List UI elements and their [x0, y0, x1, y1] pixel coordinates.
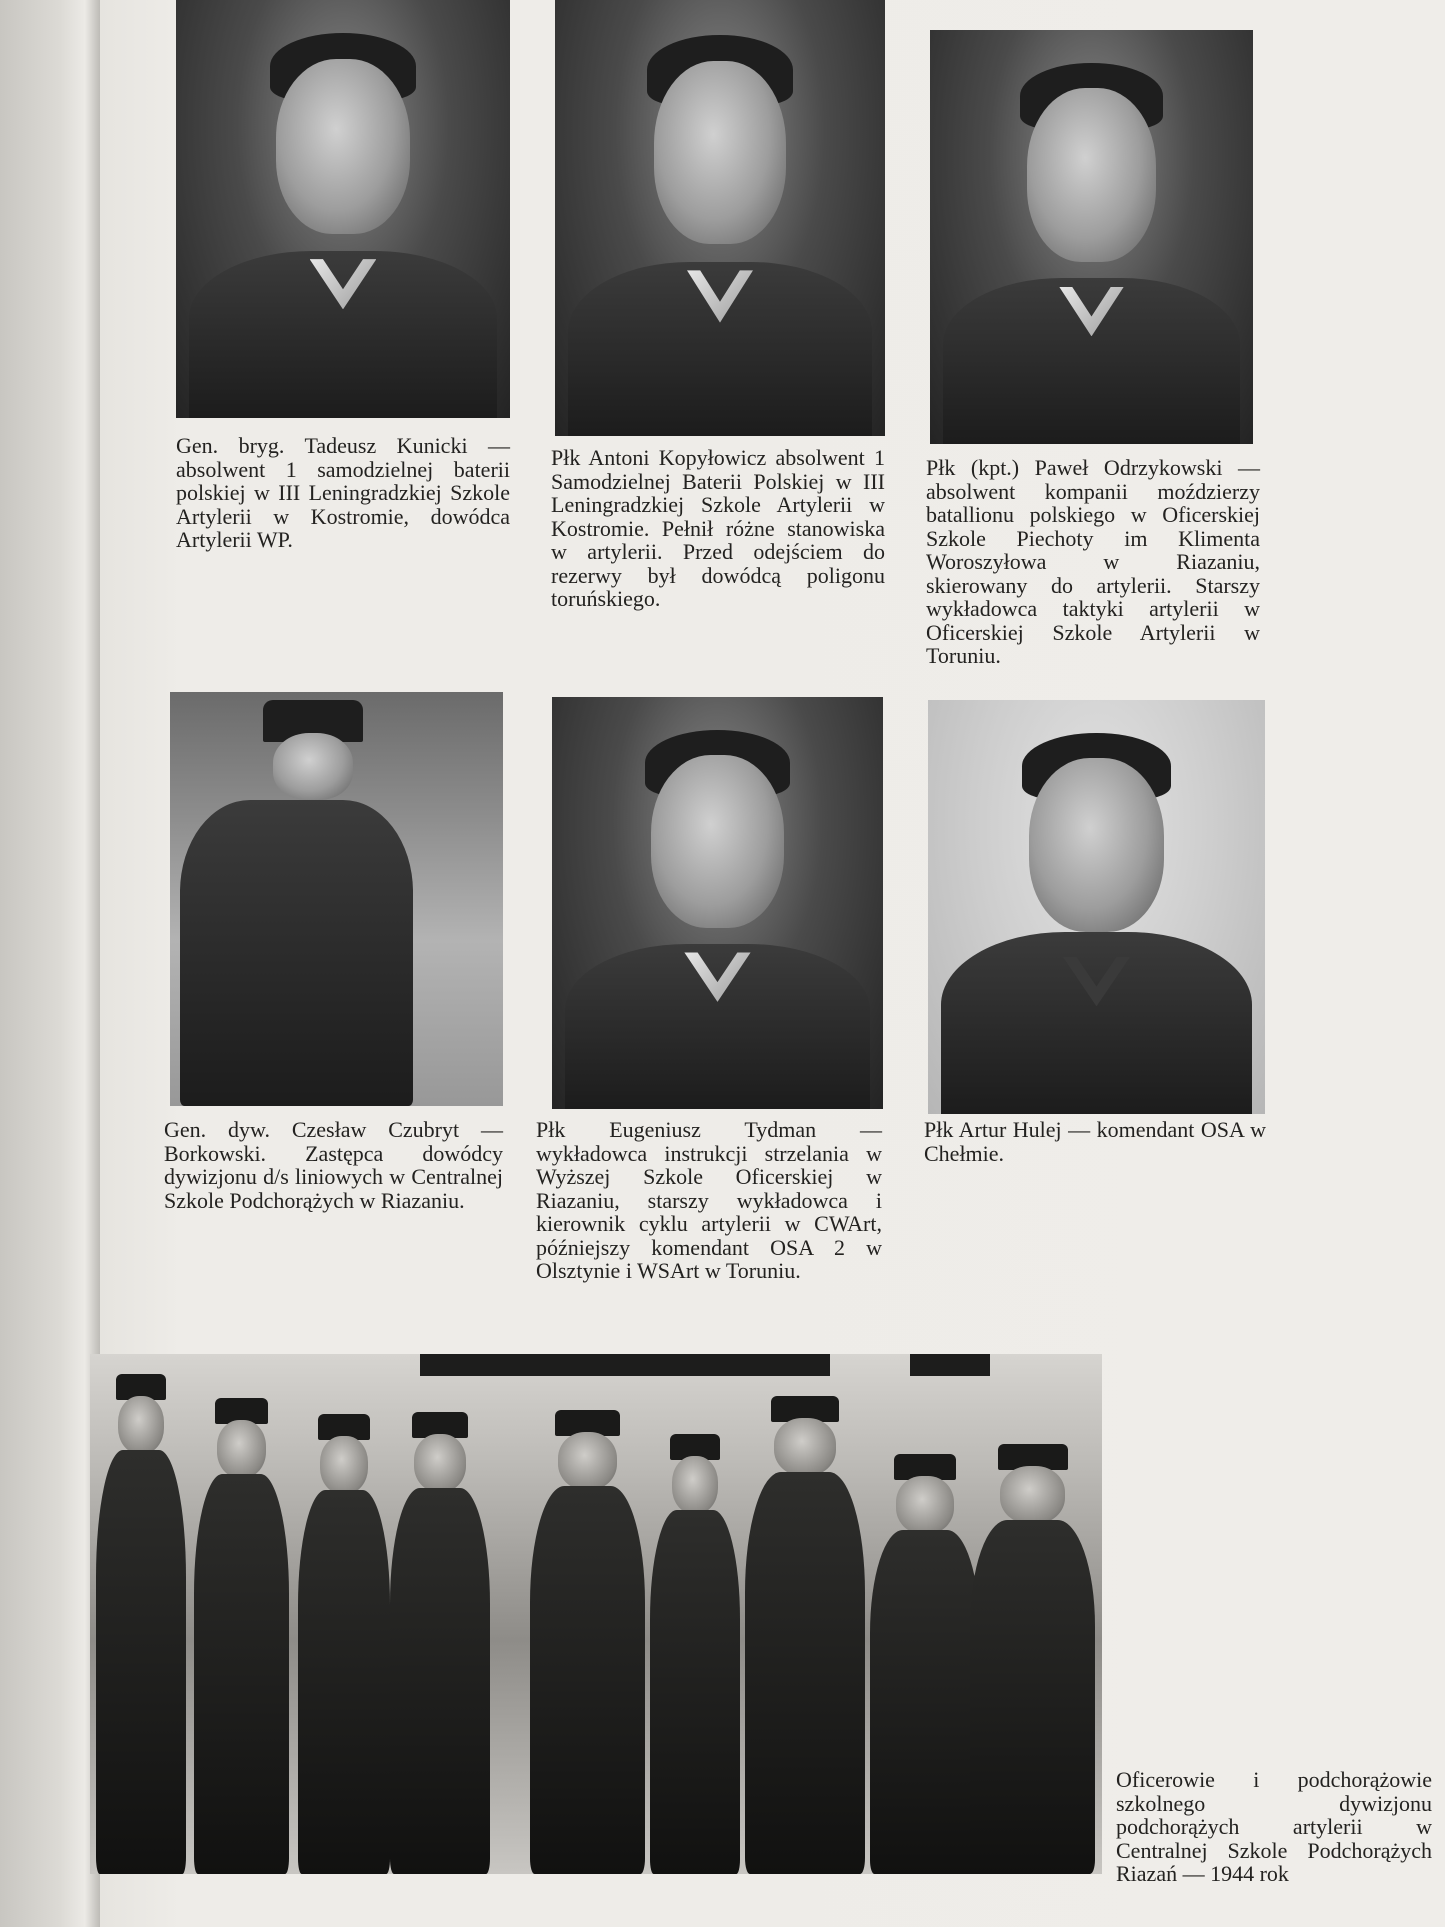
portrait-caption-czubryt: Gen. dyw. Czesław Czubryt — Borkowski. Zastępca dowódcy dywizjonu d/s liniowych w Centralnej Szkole Podchorążych w Riazaniu. — [164, 1117, 503, 1213]
portrait-caption-kunicki: Gen. bryg. Tadeusz Kunicki — absolwent 1 samodzielnej baterii polskiej w III Leningradzkiej Szkole Artylerii w Kostromie, dowódca Artylerii WP. — [176, 433, 510, 552]
group-photo-soldier — [650, 1434, 740, 1874]
portrait-photo-czubryt — [170, 692, 503, 1106]
group-photo-soldier — [530, 1410, 645, 1874]
portrait-caption-tydman: Płk Eugeniusz Tydman — wykładowca instrukcji strzelania w Wyższej Szkole Oficerskiej w Riazaniu, starszy wykładowca i kierownik cyklu artylerii w CWArt, późniejszy komendant OSA 2 w Olsztynie i WSArt w Toruniu. — [536, 1117, 882, 1283]
window-strip — [420, 1354, 830, 1376]
window-strip — [910, 1354, 990, 1376]
portrait-photo-kopylowicz — [555, 0, 885, 436]
group-photo — [90, 1354, 1102, 1874]
portrait-photo-tydman — [552, 697, 883, 1109]
book-left-edge — [0, 0, 100, 1927]
portrait-photo-odrzykowski — [930, 30, 1253, 444]
portrait-photo-hulej — [928, 700, 1265, 1114]
group-photo-soldier — [96, 1374, 186, 1874]
portrait-photo-kunicki — [176, 0, 510, 418]
group-photo-soldier — [194, 1398, 289, 1874]
group-photo-soldier — [970, 1444, 1095, 1874]
group-photo-soldier — [298, 1414, 390, 1874]
group-photo-soldier — [870, 1454, 980, 1874]
portrait-caption-odrzykowski: Płk (kpt.) Paweł Odrzykowski — absolwent kompanii moździerzy batallionu polskiego w Oficerskiej Szkole Piechoty im Klimenta Woroszyłowa w Riazaniu, skierowany do artylerii. Starszy wykładowca taktyki artylerii w Oficerskiej Szkole Artylerii w Toruniu. — [926, 455, 1260, 668]
portrait-caption-hulej: Płk Artur Hulej — komendant OSA w Chełmie. — [924, 1117, 1266, 1166]
group-photo-soldier — [745, 1396, 865, 1874]
group-photo-caption: Oficerowie i podchorążowie szkolnego dywizjonu podchorążych artylerii w Centralnej Szkole Podchorążych Riazań — 1944 rok — [1116, 1767, 1432, 1886]
group-photo-soldier — [390, 1412, 490, 1874]
portrait-caption-kopylowicz: Płk Antoni Kopyłowicz absolwent 1 Samodzielnej Baterii Polskiej w III Leningradzkiej Szkole Artylerii w Kostromie. Pełnił różne stanowiska w artylerii. Przed odejściem do rezerwy był dowódcą poligonu toruńskiego. — [551, 445, 885, 611]
